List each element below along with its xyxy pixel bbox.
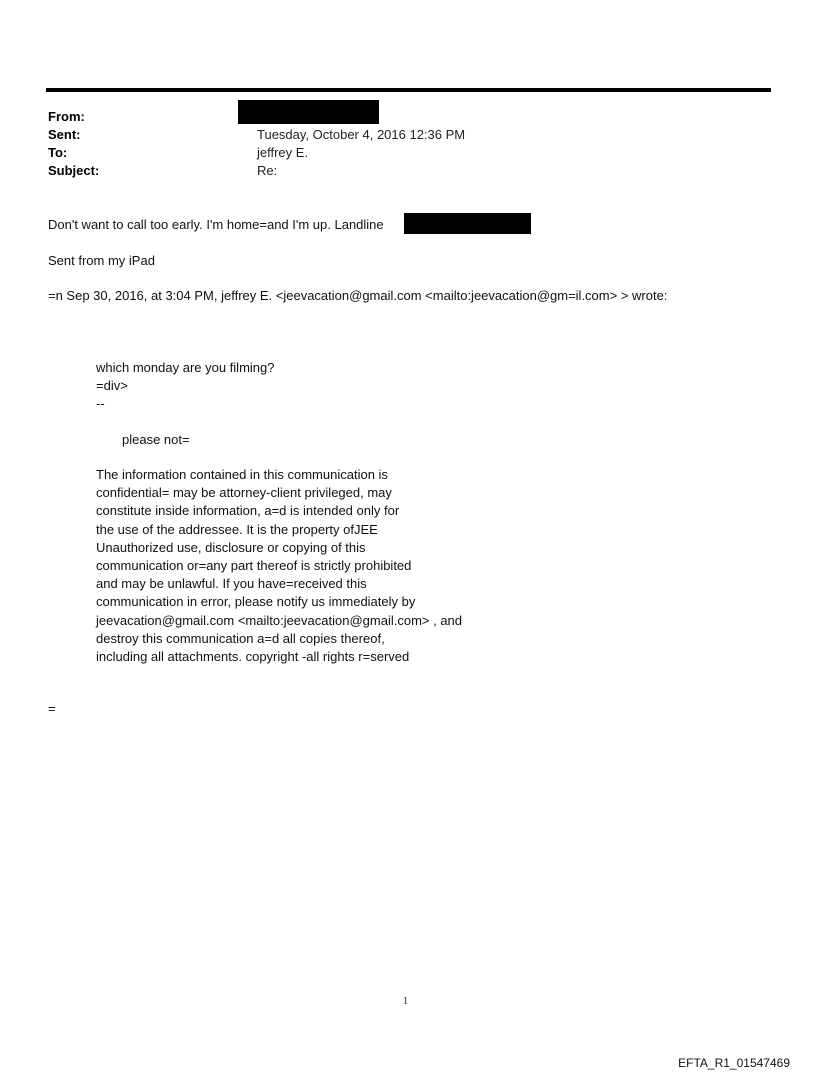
disclaimer-line: jeevacation@gmail.com <mailto:jeevacation@gmail.com> , and xyxy=(96,612,463,628)
to-label: To: xyxy=(48,145,68,160)
redaction-box xyxy=(404,213,531,234)
disclaimer-line: confidential= may be attorney-client privileged, may xyxy=(96,485,392,501)
disclaimer-line: and may be unlawful. If you have=received this xyxy=(96,576,367,592)
document-id: EFTA_R1_01547469 xyxy=(678,1056,790,1070)
to-row xyxy=(48,144,748,162)
subject-row xyxy=(48,162,748,180)
quoted-line: =div> xyxy=(96,378,128,393)
disclaimer-line: communication or=any part thereof is strictly prohibited xyxy=(96,558,412,574)
sent-label: Sent: xyxy=(48,127,81,142)
disclaimer-line: communication in error, please notify us immediately by xyxy=(96,594,416,610)
quoted-line: which monday are you filming? xyxy=(96,360,275,375)
header-divider xyxy=(46,88,771,92)
subject-value: Re: xyxy=(257,163,278,178)
message-line: Don't want to call too early. I'm home=and I'm up. Landline xyxy=(48,217,384,232)
subject-label: Subject: xyxy=(48,163,100,178)
sent-row xyxy=(48,126,748,144)
page-number: 1 xyxy=(403,996,408,1007)
confidentiality-disclaimer xyxy=(96,466,462,666)
sent-value: Tuesday, October 4, 2016 12:36 PM xyxy=(257,127,466,142)
trailer-mark: = xyxy=(48,701,56,716)
disclaimer-line: constitute inside information, a=d is intended only for xyxy=(96,503,400,519)
disclaimer-line: including all attachments. copyright -all rights r=served xyxy=(96,649,410,665)
redaction-box xyxy=(238,100,379,124)
signature-line: Sent from my iPad xyxy=(48,253,155,268)
disclaimer-line: the use of the addressee. It is the property ofJEE xyxy=(96,521,378,537)
to-value: jeffrey E. xyxy=(257,145,309,160)
disclaimer-line: destroy this communication a=d all copies thereof, xyxy=(96,630,385,646)
disclaimer-line: The information contained in this communication is xyxy=(96,467,388,482)
email-header xyxy=(48,108,748,180)
quoted-line: please not= xyxy=(122,432,190,447)
quoted-line: -- xyxy=(96,396,105,411)
from-row xyxy=(48,108,748,126)
reply-attribution: =n Sep 30, 2016, at 3:04 PM, jeffrey E. <jeevacation@gmail.com <mailto:jeevacation@gm=il.com> > wrote: xyxy=(48,288,668,303)
disclaimer-line: Unauthorized use, disclosure or copying of this xyxy=(96,539,366,555)
from-label: From: xyxy=(48,109,85,124)
